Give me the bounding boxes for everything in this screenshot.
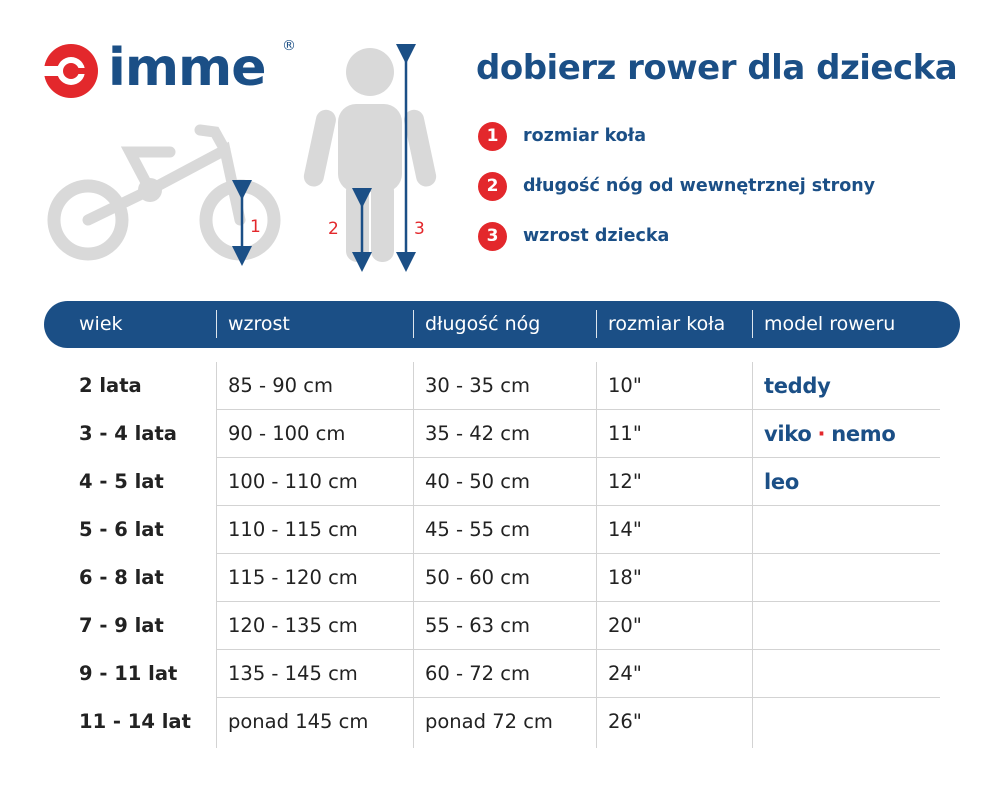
cell-height: 85 - 90 cm [228, 374, 333, 397]
cell-wheel-size: 10" [608, 374, 642, 397]
page-title: dobierz rower dla dziecka [476, 48, 958, 88]
column-header-height: wzrost [228, 313, 290, 335]
cell-height: ponad 145 cm [228, 710, 369, 733]
cell-wheel-size: 12" [608, 470, 642, 493]
cell-wheel-size: 20" [608, 614, 642, 637]
cell-height: 110 - 115 cm [228, 518, 358, 541]
table-row [44, 650, 960, 698]
legend-label: wzrost dziecka [523, 226, 670, 246]
cell-wheel-size: 18" [608, 566, 642, 589]
header-divider [596, 310, 597, 338]
bike-model-name[interactable]: nemo [831, 422, 896, 446]
legend-label: rozmiar koła [523, 126, 647, 146]
column-header-leg-length: długość nóg [425, 313, 541, 335]
cell-leg-length: 60 - 72 cm [425, 662, 530, 685]
cell-age: 6 - 8 lat [79, 566, 164, 589]
header-divider [752, 310, 753, 338]
marker-2: 2 [328, 219, 339, 239]
measurement-illustration [40, 40, 450, 280]
model-separator: · [817, 422, 826, 446]
cell-leg-length: 40 - 50 cm [425, 470, 530, 493]
column-header-wheel-size: rozmiar koła [608, 313, 726, 335]
legend-number-badge: 1 [478, 122, 507, 151]
cell-leg-length: 55 - 63 cm [425, 614, 530, 637]
cell-age: 5 - 6 lat [79, 518, 164, 541]
cell-wheel-size: 14" [608, 518, 642, 541]
cell-age: 2 lata [79, 374, 142, 397]
cell-height: 120 - 135 cm [228, 614, 358, 637]
cell-leg-length: ponad 72 cm [425, 710, 553, 733]
cell-height: 100 - 110 cm [228, 470, 358, 493]
table-row [44, 554, 960, 602]
marker-1: 1 [250, 217, 261, 237]
header-divider [216, 310, 217, 338]
legend-item-leg-length [478, 170, 875, 202]
legend-number-badge: 2 [478, 172, 507, 201]
header-divider [413, 310, 414, 338]
cell-age: 7 - 9 lat [79, 614, 164, 637]
cell-height: 135 - 145 cm [228, 662, 358, 685]
cell-bike-model [764, 458, 799, 506]
table-row [44, 362, 960, 410]
table-row [44, 602, 960, 650]
table-row [44, 698, 960, 746]
bike-model-name[interactable]: teddy [764, 374, 831, 398]
legend-label: długość nóg od wewnętrznej strony [523, 176, 876, 196]
registered-mark: ® [282, 38, 296, 54]
cell-wheel-size: 26" [608, 710, 642, 733]
cell-leg-length: 35 - 42 cm [425, 422, 530, 445]
legend-item-wheel-size [478, 120, 646, 152]
column-header-age: wiek [79, 313, 123, 335]
cell-leg-length: 45 - 55 cm [425, 518, 530, 541]
bike-model-name[interactable]: viko [764, 422, 812, 446]
bike-model-name[interactable]: leo [764, 470, 799, 494]
column-header-bike-model: model roweru [764, 313, 896, 335]
size-table-body [44, 362, 960, 750]
cell-age: 11 - 14 lat [79, 710, 191, 733]
cell-age: 9 - 11 lat [79, 662, 178, 685]
legend-item-child-height [478, 220, 669, 252]
cell-height: 90 - 100 cm [228, 422, 346, 445]
size-table-header [44, 301, 960, 348]
table-row [44, 410, 960, 458]
cell-bike-model [764, 410, 896, 458]
marker-3: 3 [414, 219, 425, 239]
cell-leg-length: 50 - 60 cm [425, 566, 530, 589]
logo-wordmark: imme [108, 38, 266, 98]
cell-wheel-size: 11" [608, 422, 642, 445]
cell-bike-model [764, 362, 831, 410]
cell-wheel-size: 24" [608, 662, 642, 685]
cell-age: 3 - 4 lata [79, 422, 177, 445]
legend-number-badge: 3 [478, 222, 507, 251]
table-row [44, 506, 960, 554]
table-row [44, 458, 960, 506]
cell-height: 115 - 120 cm [228, 566, 358, 589]
cell-age: 4 - 5 lat [79, 470, 164, 493]
cell-leg-length: 30 - 35 cm [425, 374, 530, 397]
